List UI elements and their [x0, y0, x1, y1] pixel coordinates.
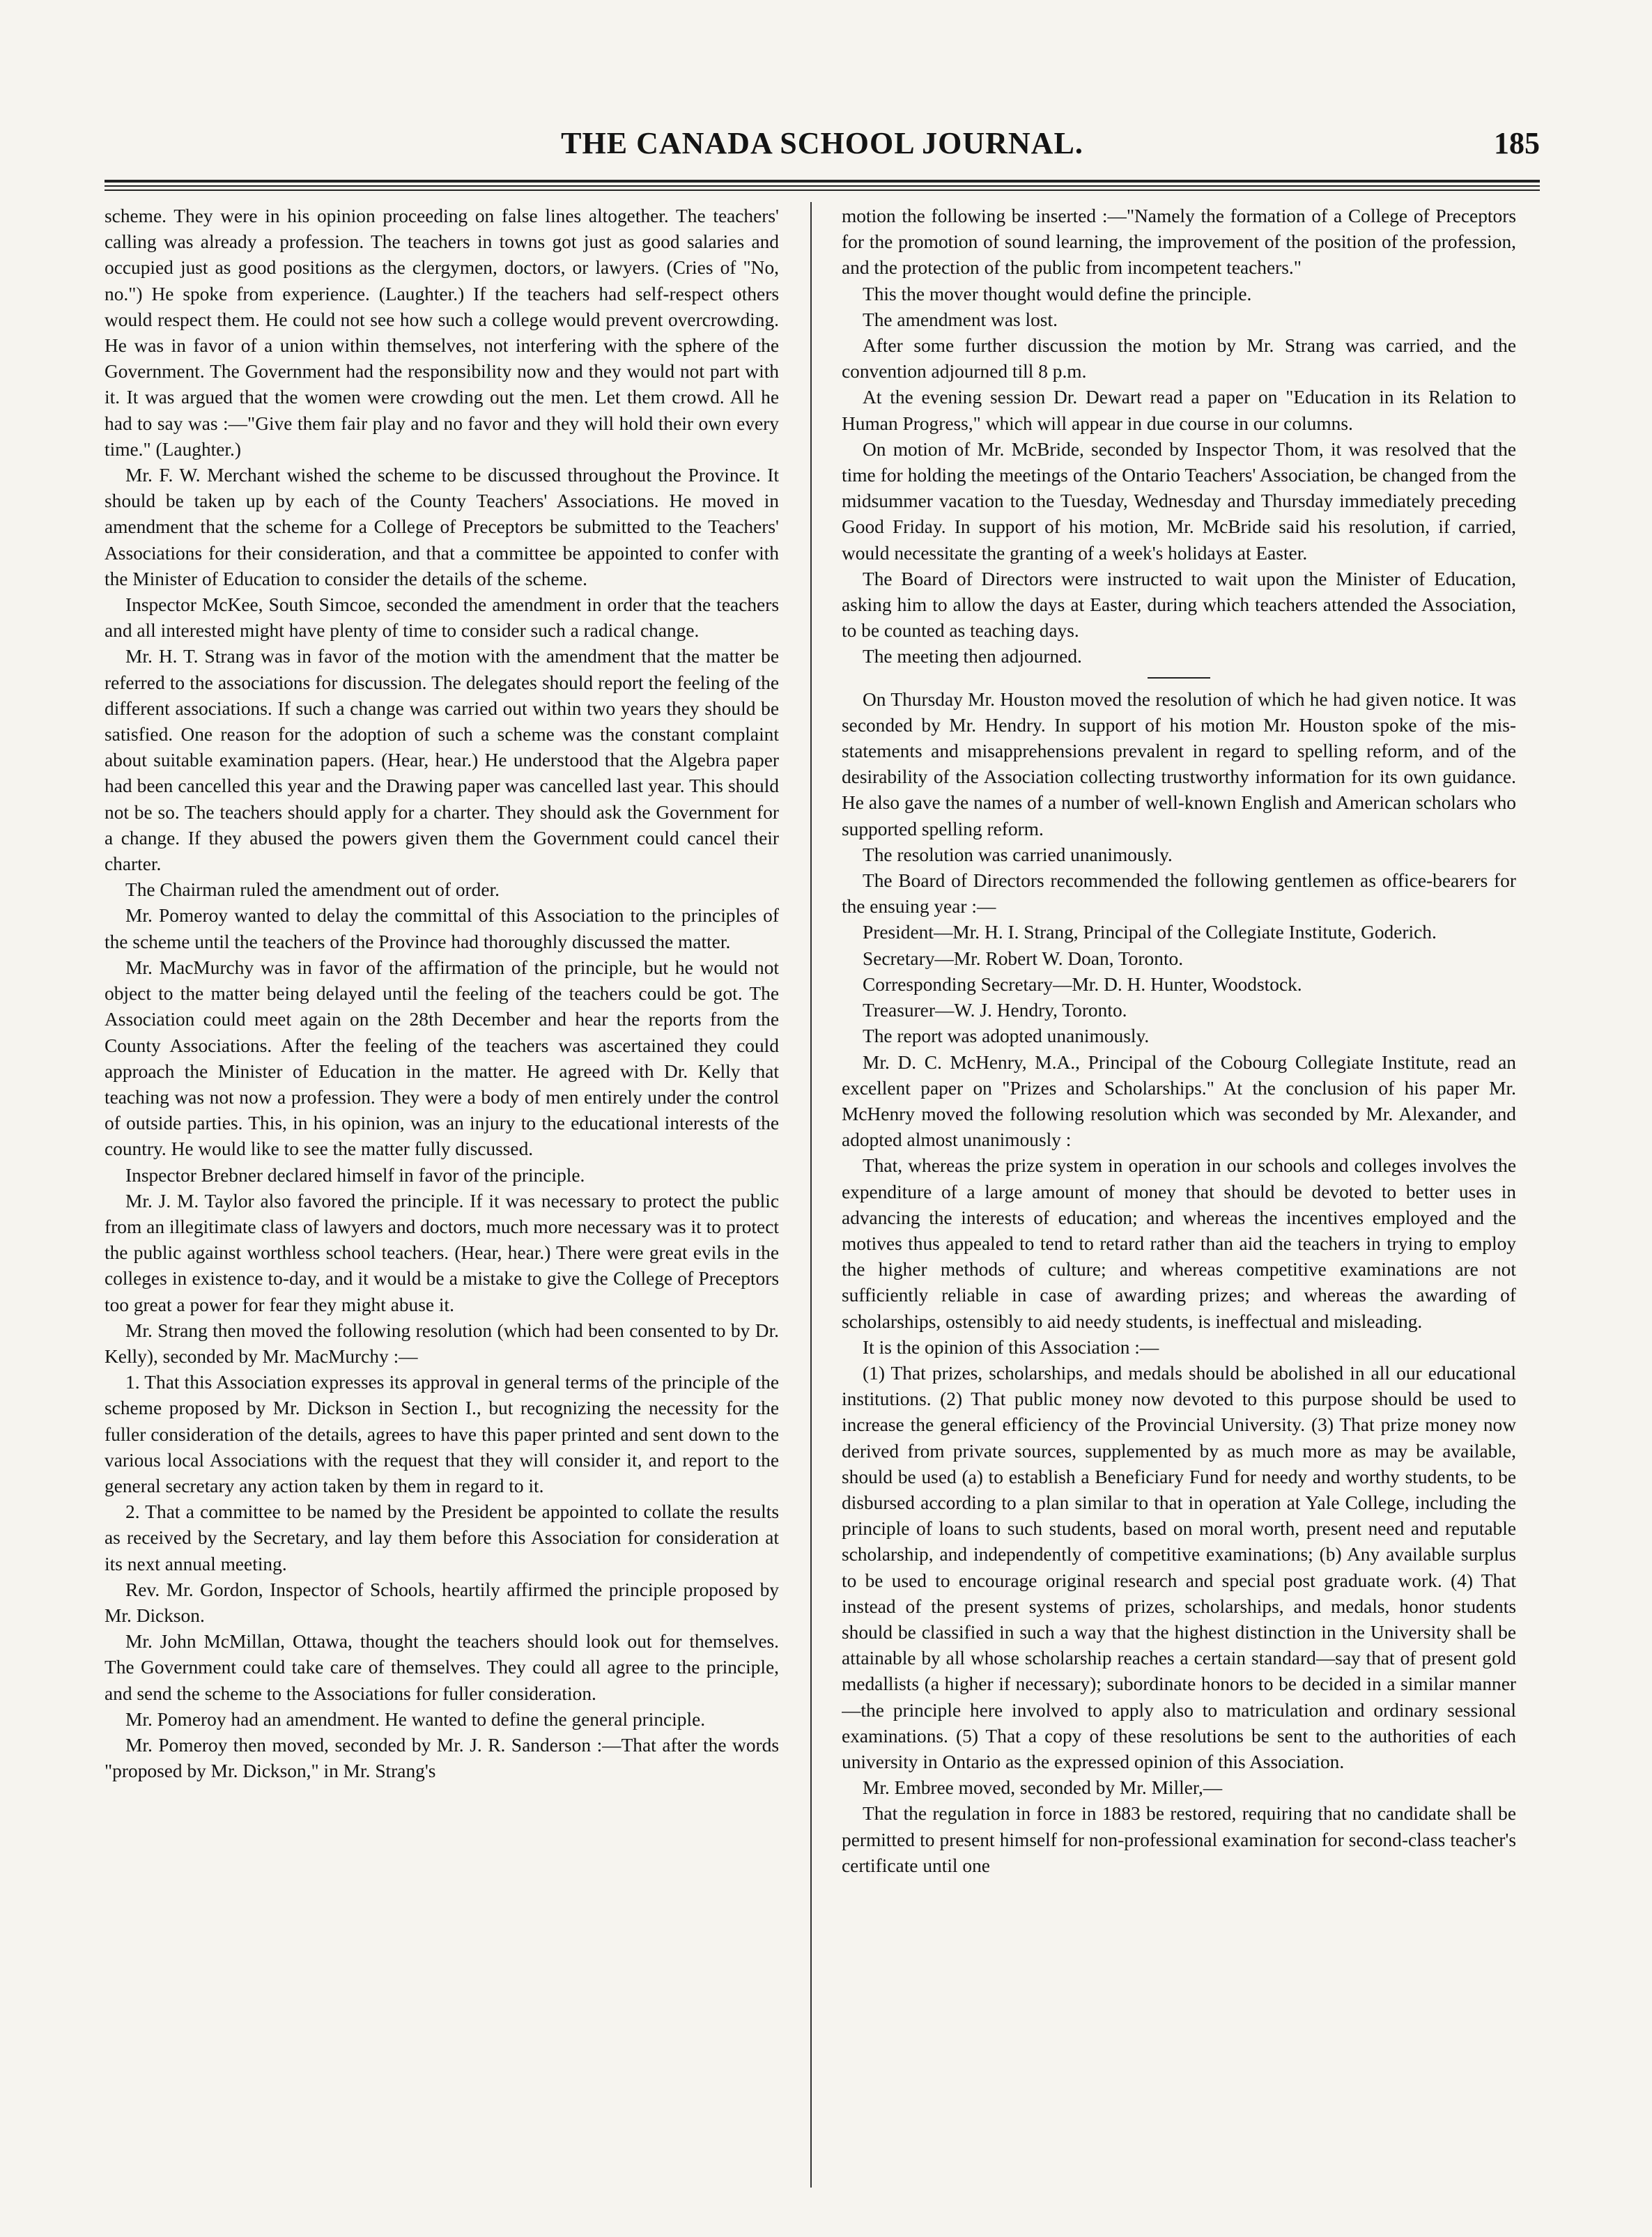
- paragraph: That the regulation in force in 1883 be restored, requiring that no candidate shall be permitted to present himself for non-professional examination for second-class teacher's certificate until one: [842, 1803, 1516, 1876]
- header-rule: [105, 180, 1540, 183]
- paragraph: 1. That this Association expresses its approval in general terms of the principle of the scheme proposed by Mr. Dickson in Section I., but recognizing the necessity for the fuller consideration of the details, agrees to have this paper printed and sent down to the various local Associations with the request that they will consider it, and report to the general secretary any action taken by them in regard to it.: [105, 1372, 779, 1496]
- right-column: [842, 203, 1516, 2181]
- page-number: 185: [1494, 126, 1540, 160]
- paragraph: Inspector Brebner declared himself in favor of the principle.: [125, 1164, 585, 1186]
- paragraph: motion the following be inserted :—"Namely the formation of a College of Preceptors for the promotion of sound learning, the improvement of the position of the profession, and the protection of the public from incompetent teachers.": [842, 206, 1516, 279]
- paragraph: The Board of Directors were instructed to wait upon the Minister of Education, asking him to allow the days at Easter, during which teachers attended the Association, to be counted as teaching days.: [842, 568, 1516, 642]
- header-rule-thin: [105, 185, 1540, 187]
- paragraph: (1) That prizes, scholarships, and medals should be abolished in all our educational institutions. (2) That public money now devoted to this purpose should be used to increase the general efficiency of the Provincial University. (3) That prize money now derived from private sources, supplemented by as much more as may be available, should be used (a) to establish a Beneficiary Fund for needy and worthy students, to be disbursed according to a plan similar to that in operation at Yale College, including the principle of loans to such students, based on moral worth, present need and reputable scholarship, and independently of competitive examinations; (b) Any available surplus to be used to encourage original research and special post graduate work. (4) That instead of the present systems of prizes, scholarships, and medals, honor students should be classified in such a way that the highest distinction in the University shall be attainable by all whose scholarship reaches a certain standard—say that of present gold medallists (a higher if necessary); subordinate honors to be decided in a similar manner —the principle here involved to apply also to matriculation and ordinary sessional examinations. (5) That a copy of these resolutions be sent to the authorities of each university in Ontario as the expressed opinion of this Association.: [842, 1362, 1516, 1772]
- journal-title: THE CANADA SCHOOL JOURNAL.: [561, 126, 1083, 160]
- paragraph: scheme. They were in his opinion proceeding on false lines altogether. The teachers' calling was already a profession. The teachers in towns got just as good salaries and occupied just as good positions as the clergymen, doctors, or lawyers. (Cries of "No, no.") He spoke from experience. (Laughter.) If the teachers had self-respect others would respect them. He could not see how such a college would prevent overcrowding. He was in favor of a union within themselves, not interfering with the sphere of the Government. The Government had the responsibility now and they would not part with it. It was argued that the women were crowding out the men. Let them crowd. All he had to say was :—"Give them fair play and no favor and they will hold their own every time." (Laughter.): [105, 206, 779, 460]
- paragraph: Rev. Mr. Gordon, Inspector of Schools, heartily affirmed the principle proposed by Mr. Dickson.: [105, 1579, 779, 1626]
- officer-entry: Corresponding Secretary—Mr. D. H. Hunter, Woodstock.: [863, 973, 1302, 995]
- paragraph: Mr. D. C. McHenry, M.A., Principal of the Cobourg Collegiate Institute, read an excellent paper on "Prizes and Scholarships." At the conclusion of his paper Mr. McHenry moved the following resolution which was seconded by Mr. Alexander, and adopted almost unanimously :: [842, 1051, 1516, 1151]
- paragraph: The Board of Directors recommended the following gentlemen as office-bearers for the ensuing year :—: [842, 870, 1516, 918]
- section-divider: [1148, 677, 1210, 679]
- paragraph: The report was adopted unanimously.: [863, 1025, 1150, 1047]
- officer-entry: Secretary—Mr. Robert W. Doan, Toronto.: [863, 947, 1184, 969]
- paragraph: After some further discussion the motion by Mr. Strang was carried, and the convention adjourned till 8 p.m.: [842, 335, 1516, 382]
- paragraph: Mr. John McMillan, Ottawa, thought the teachers should look out for themselves. The Government could take care of themselves. They could all agree to the principle, and send the scheme to the Associations for fuller consideration.: [105, 1631, 779, 1704]
- paragraph: It is the opinion of this Association :—: [863, 1336, 1159, 1358]
- paragraph: At the evening session Dr. Dewart read a paper on "Education in its Relation to Human Progress," which will appear in due course in our columns.: [842, 387, 1516, 434]
- paragraph: Mr. F. W. Merchant wished the scheme to be discussed throughout the Province. It should be taken up by each of the County Teachers' Associations. He moved in amendment that the scheme for a College of Preceptors be submitted to the Teachers' Associations for their consideration, and that a committee be appointed to confer with the Minister of Education to consider the details of the scheme.: [105, 465, 779, 589]
- paragraph: Mr. Pomeroy then moved, seconded by Mr. J. R. Sanderson :—That after the words "proposed by Mr. Dickson," in Mr. Strang's: [105, 1734, 779, 1782]
- paragraph: On Thursday Mr. Houston moved the resolution of which he had given notice. It was seconded by Mr. Hendry. In support of his motion Mr. Houston spoke of the mis-statements and misapprehensions prevalent in regard to spelling reform, and of the desirability of the Association collecting trustworthy information for its own guidance. He also gave the names of a number of well-known English and American scholars who supported spelling reform.: [842, 688, 1516, 839]
- paragraph: Inspector McKee, South Simcoe, seconded the amendment in order that the teachers and all interested might have plenty of time to consider such a radical change.: [105, 594, 779, 642]
- officer-entry: Treasurer—W. J. Hendry, Toronto.: [863, 1000, 1127, 1021]
- header-rule-thin-lower: [105, 189, 1540, 191]
- officer-entry: President—Mr. H. I. Strang, Principal of the Collegiate Institute, Goderich.: [863, 922, 1437, 943]
- paragraph: The meeting then adjourned.: [863, 646, 1082, 667]
- page-header: [105, 125, 1540, 174]
- column-divider: [810, 202, 812, 2188]
- paragraph: The amendment was lost.: [863, 309, 1058, 330]
- paragraph: Mr. Embree moved, seconded by Mr. Miller,—: [863, 1777, 1223, 1799]
- paragraph: On motion of Mr. McBride, seconded by Inspector Thom, it was resolved that the time for holding the meetings of the Ontario Teachers' Association, be changed from the midsummer vacation to the Tuesday, Wednesday and Thursday immediately preceding Good Friday. In support of his motion, Mr. McBride said his resolution, if carried, would necessitate the granting of a week's holidays at Easter.: [842, 438, 1516, 564]
- paragraph: Mr. MacMurchy was in favor of the affirmation of the principle, but he would not object to the matter being delayed until the feeling of the teachers could be got. The Association could meet again on the 28th December and hear the reports from the County Associations. After the feeling of the teachers was ascertained they could approach the Minister of Education in the matter. He agreed with Dr. Kelly that teaching was not now a profession. They were a body of men entirely under the control of outside parties. This, in his opinion, was an injury to the educational interests of the country. He would like to see the matter fully discussed.: [105, 957, 779, 1160]
- paragraph: 2. That a committee to be named by the President be appointed to collate the results as received by the Secretary, and lay them before this Association for consideration at its next annual meeting.: [105, 1501, 779, 1574]
- paragraph: Mr. Pomeroy wanted to delay the committal of this Association to the principles of the scheme until the teachers of the Province had thoroughly discussed the matter.: [105, 905, 779, 952]
- paragraph: Mr. J. M. Taylor also favored the principle. If it was necessary to protect the public from an illegitimate class of lawyers and doctors, much more necessary was it to protect the public against worthless school teachers. (Hear, hear.) There were great evils in the colleges in existence to-day, and it would be a mistake to give the College of Preceptors too great a power for fear they might abuse it.: [105, 1190, 779, 1315]
- left-column: [105, 203, 779, 2181]
- paragraph: Mr. Pomeroy had an amendment. He wanted to define the general principle.: [125, 1708, 706, 1730]
- paragraph: The Chairman ruled the amendment out of order.: [125, 879, 500, 901]
- paragraph: Mr. H. T. Strang was in favor of the motion with the amendment that the matter be referred to the associations for discussion. The delegates should report the feeling of the different associations. If such a change was carried out within two years they should be satisfied. One reason for the adoption of such a scheme was the constant complaint about suitable examination papers. (Hear, hear.) He understood that the Algebra paper had been cancelled this year and the Drawing paper was cancelled last year. This should not be so. The teachers should apply for a charter. They should ask the Government for a change. If they abused the powers given them the Government could cancel their charter.: [105, 646, 779, 875]
- paragraph: That, whereas the prize system in operation in our schools and colleges involves the expenditure of a large amount of money that should be devoted to better uses in advancing the interests of education; and whereas the incentives employed and the motives thus appealed to tend to retard rather than aid the teachers in trying to employ the higher methods of culture; and whereas competitive examinations are not sufficiently reliable in case of awarding prizes; and whereas the awarding of scholarships, ostensibly to aid needy students, is ineffectual and misleading.: [842, 1155, 1516, 1332]
- paragraph: Mr. Strang then moved the following resolution (which had been consented to by Dr. Kelly), seconded by Mr. MacMurchy :—: [105, 1319, 779, 1367]
- paragraph: This the mover thought would define the principle.: [863, 283, 1252, 304]
- paragraph: The resolution was carried unanimously.: [863, 844, 1173, 865]
